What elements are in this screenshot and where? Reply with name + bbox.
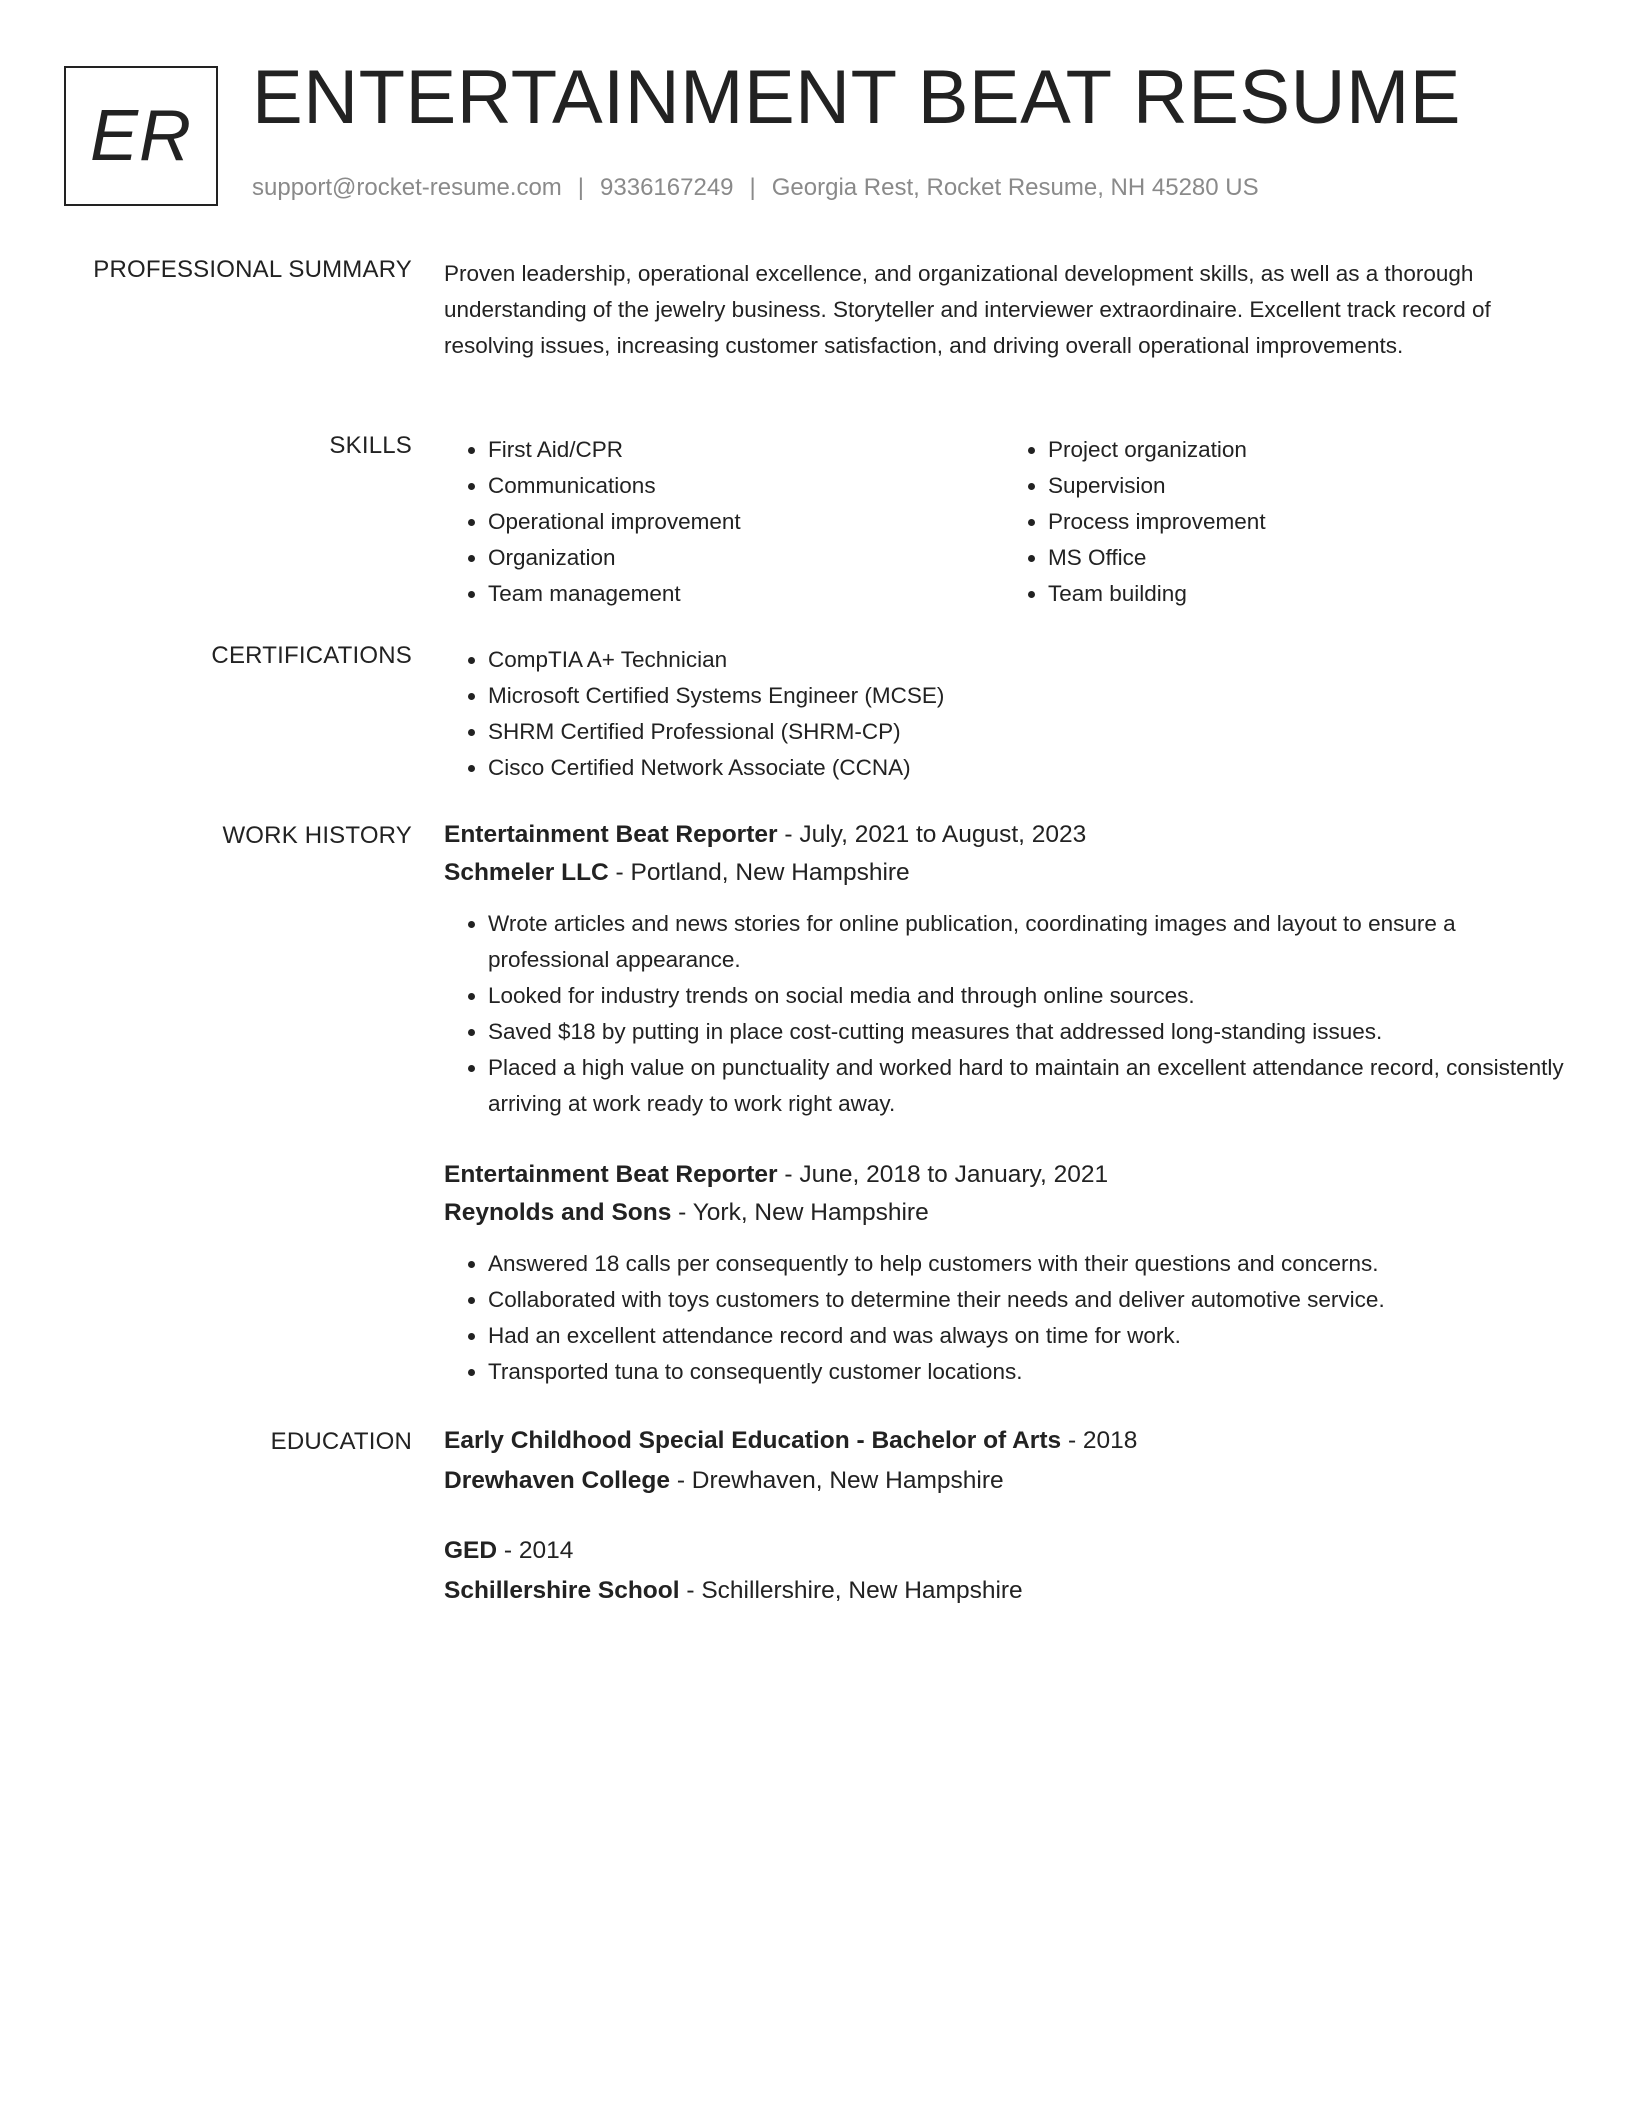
- job-title: Entertainment Beat Reporter: [444, 1161, 778, 1188]
- list-item: • Microsoft Certified Systems Engineer (MCSE): [488, 678, 1564, 714]
- school-line: Drewhaven College - Drewhaven, New Hampshire: [444, 1467, 1004, 1494]
- school-location: Drewhaven, New Hampshire: [691, 1467, 1004, 1494]
- contact-address: Georgia Rest, Rocket Resume, NH 45280 US: [771, 174, 1259, 201]
- contact-email: support@rocket-resume.com: [252, 174, 562, 201]
- list-item: • Cisco Certified Network Associate (CCNA): [488, 750, 1564, 786]
- contact-separator: |: [749, 174, 756, 201]
- degree-year: 2018: [1082, 1427, 1138, 1454]
- section-label-work-history: WORK HISTORY: [222, 822, 412, 849]
- list-item: • Had an excellent attendance record and was always on time for work.: [488, 1318, 1564, 1354]
- skills-column-left: [444, 432, 1004, 612]
- list-item: • Saved $18 by putting in place cost-cutting measures that addressed long-standing issues.: [488, 1014, 1564, 1050]
- degree-heading: GED - 2014: [444, 1537, 574, 1564]
- list-item: • Transported tuna to consequently customer locations.: [488, 1354, 1564, 1390]
- list-item: • CompTIA A+ Technician: [488, 642, 1564, 678]
- school-location: Schillershire, New Hampshire: [701, 1577, 1023, 1604]
- section-label-summary: PROFESSIONAL SUMMARY: [93, 256, 412, 283]
- list-item: • SHRM Certified Professional (SHRM-CP): [488, 714, 1564, 750]
- list-item: • Wrote articles and news stories for online publication, coordinating images and layout to ensure a professional appearance.: [488, 906, 1564, 978]
- list-item: • Looked for industry trends on social media and through online sources.: [488, 978, 1564, 1014]
- company-name: Schmeler LLC: [444, 859, 609, 886]
- list-item: • Organization: [488, 540, 1004, 576]
- degree-name: Early Childhood Special Education - Bachelor of Arts: [444, 1427, 1062, 1454]
- list-item: • MS Office: [1048, 540, 1564, 576]
- job-entry: [444, 816, 1564, 1122]
- job-employer: Reynolds and Sons - York, New Hampshire: [444, 1199, 929, 1226]
- summary-text: Proven leadership, operational excellence, and organizational development skills, as well as a thorough understanding of the jewelry business. Storyteller and interviewer extraordinaire. Excellent track record of resolving issues, increasing customer satisfaction, and driving overall operational improvements.: [444, 261, 1491, 358]
- list-item: • First Aid/CPR: [488, 432, 1004, 468]
- job-title: Entertainment Beat Reporter: [444, 821, 778, 848]
- list-item: • Process improvement: [1048, 504, 1564, 540]
- list-item: • Communications: [488, 468, 1004, 504]
- section-label-certifications: CERTIFICATIONS: [211, 642, 412, 669]
- list-item: • Operational improvement: [488, 504, 1004, 540]
- degree-name: GED: [444, 1537, 498, 1564]
- contact-separator: |: [577, 174, 585, 201]
- list-item: • Team building: [1048, 576, 1564, 612]
- school-name: Drewhaven College: [444, 1467, 671, 1494]
- job-employer: Schmeler LLC - Portland, New Hampshire: [444, 859, 910, 886]
- job-bullets: [444, 906, 1564, 1122]
- job-bullets: [444, 1246, 1564, 1390]
- list-item: • Placed a high value on punctuality and worked hard to maintain an excellent attendance record, consistently arriving at work ready to work right away.: [488, 1050, 1564, 1122]
- contact-phone: 9336167249: [600, 174, 734, 201]
- contact-line: [252, 174, 1259, 202]
- job-entry: [444, 1156, 1564, 1390]
- company-location: Portland, New Hampshire: [630, 859, 910, 886]
- job-heading: Entertainment Beat Reporter - June, 2018 to January, 2021: [444, 1161, 1109, 1188]
- education-entry: [444, 1422, 1564, 1500]
- list-item: • Project organization: [1048, 432, 1564, 468]
- job-heading: Entertainment Beat Reporter - July, 2021 to August, 2023: [444, 821, 1087, 848]
- list-item: • Collaborated with toys customers to determine their needs and deliver automotive service.: [488, 1282, 1564, 1318]
- education-entry: [444, 1532, 1564, 1610]
- certifications-list: [444, 642, 1564, 786]
- company-name: Reynolds and Sons: [444, 1199, 672, 1226]
- job-dates: June, 2018 to January, 2021: [799, 1161, 1109, 1188]
- skills-column-right: [1004, 432, 1564, 612]
- school-name: Schillershire School: [444, 1577, 680, 1604]
- list-item: • Team management: [488, 576, 1004, 612]
- degree-heading: Early Childhood Special Education - Bachelor of Arts - 2018: [444, 1427, 1138, 1454]
- school-line: Schillershire School - Schillershire, New Hampshire: [444, 1577, 1023, 1604]
- company-location: York, New Hampshire: [692, 1199, 929, 1226]
- monogram-badge: [64, 66, 218, 206]
- monogram-initials: ER: [89, 96, 193, 176]
- job-dates: July, 2021 to August, 2023: [799, 821, 1087, 848]
- section-label-education: EDUCATION: [270, 1428, 412, 1455]
- list-item: • Supervision: [1048, 468, 1564, 504]
- list-item: • Answered 18 calls per consequently to help customers with their questions and concerns.: [488, 1246, 1564, 1282]
- section-label-skills: SKILLS: [329, 432, 412, 459]
- resume-title: ENTERTAINMENT BEAT RESUME: [252, 55, 1461, 140]
- degree-year: 2014: [518, 1537, 574, 1564]
- skills-list: [444, 432, 1564, 612]
